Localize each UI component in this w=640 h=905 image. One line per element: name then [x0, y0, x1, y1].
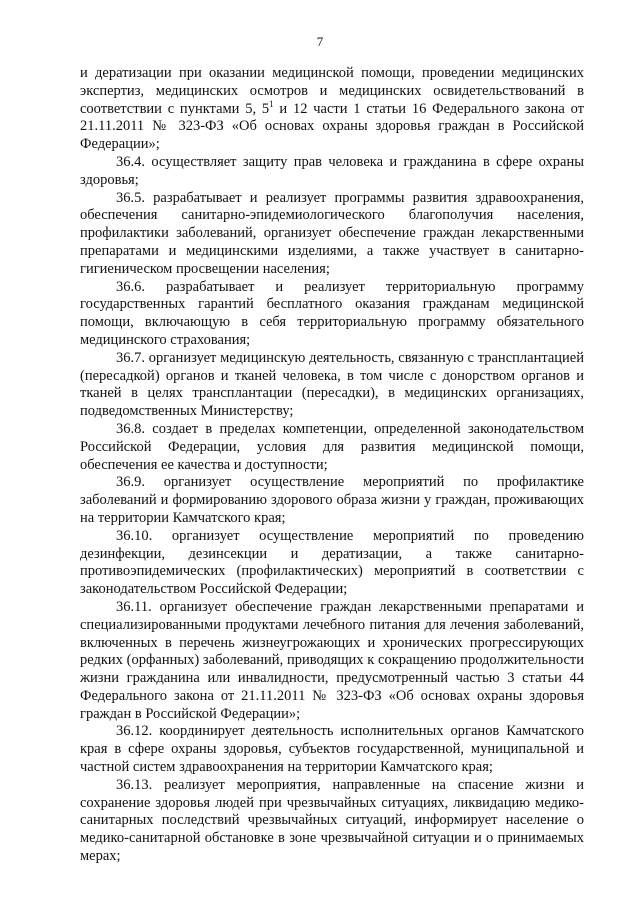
paragraph-36-4: 36.4. осуществляет защиту прав человека и гражданина в сфере охраны здоровья; — [80, 153, 584, 188]
paragraph-36-7: 36.7. организует медицинскую деятельность, связанную с трансплантацией (пересадкой) органов и тканей человека, в том числе с донорством органов и тканей в целях трансплантации (пересадки), в медицинских организациях, подведомственных Министерству; — [80, 349, 584, 420]
paragraph-36-8: 36.8. создает в пределах компетенции, определенной законодательством Российской Федерации, условия для развития медицинской помощи, обеспечения ее качества и доступности; — [80, 420, 584, 473]
paragraph-36-5: 36.5. разрабатывает и реализует программы развития здравоохранения, обеспечения санитарно-эпидемиологического благополучия населения, профилактики заболеваний, организует обеспечение граждан лекарственными препаратами и медицинскими изделиями, а также участвует в санитарно-гигиеническом просвещении населения; — [80, 189, 584, 277]
paragraph-36-13: 36.13. реализует мероприятия, направленные на спасение жизни и сохранение здоровья людей при чрезвычайных ситуациях, ликвидацию медико-санитарных последствий чрезвычайных ситуаций, информирует население о медико-санитарной обстановке в зоне чрезвычайной ситуации и о принимаемых мерах; — [80, 776, 584, 865]
paragraph-36-10: 36.10. организует осуществление мероприятий по проведению дезинфекции, дезинсекции и дератизации, а также санитарно-противоэпидемических (профилактических) мероприятий в соответствии с законодательством Российской Федерации; — [80, 527, 584, 598]
paragraph-continuation — [80, 65, 584, 154]
paragraph-36-9: 36.9. организует осуществление мероприятий по профилактике заболеваний и формированию здорового образа жизни у граждан, проживающих на территории Камчатского края; — [80, 474, 584, 526]
paragraph-text-part: и дератизации при оказании медицинской помощи, проведении медицинских экспертиз, медицинских осмотров и медицинских освидетельствований в соответствии с пунктами 5, 5 — [80, 65, 584, 117]
page-number: 7 — [316, 34, 324, 49]
paragraph-36-11: 36.11. организует обеспечение граждан лекарственными препаратами и специализированными продуктами лечебного питания для лечения заболеваний, включенных в перечень жизнеугрожающих и хронических прогрессирующих редких (орфанных) заболеваний, приводящих к сокращению продолжительности жизни гражданина или инвалидности, предусмотренный частью 3 статьи 44 Федерального закона от 21.11.2011 № 323-ФЗ «Об основах охраны здоровья граждан в Российской Федерации»; — [80, 598, 584, 722]
paragraph-36-12: 36.12. координирует деятельность исполнительных органов Камчатского края в сфере охраны здоровья, субъектов государственной, муниципальной и частной систем здравоохранения на территории Камчатского края; — [80, 723, 584, 776]
superscript: 1 — [269, 98, 274, 109]
paragraph-36-6: 36.6. разрабатывает и реализует территориальную программу государственных гарантий бесплатного оказания гражданам медицинской помощи, включающую в себя территориальную программу обязательного медицинского страхования; — [80, 278, 584, 348]
paragraph-text-part: и 12 части 1 статьи 16 Федерального закона от 21.11.2011 № 323-ФЗ «Об основах охраны здоровья граждан в Российской Федерации»; — [80, 100, 585, 153]
document-body — [80, 65, 584, 866]
